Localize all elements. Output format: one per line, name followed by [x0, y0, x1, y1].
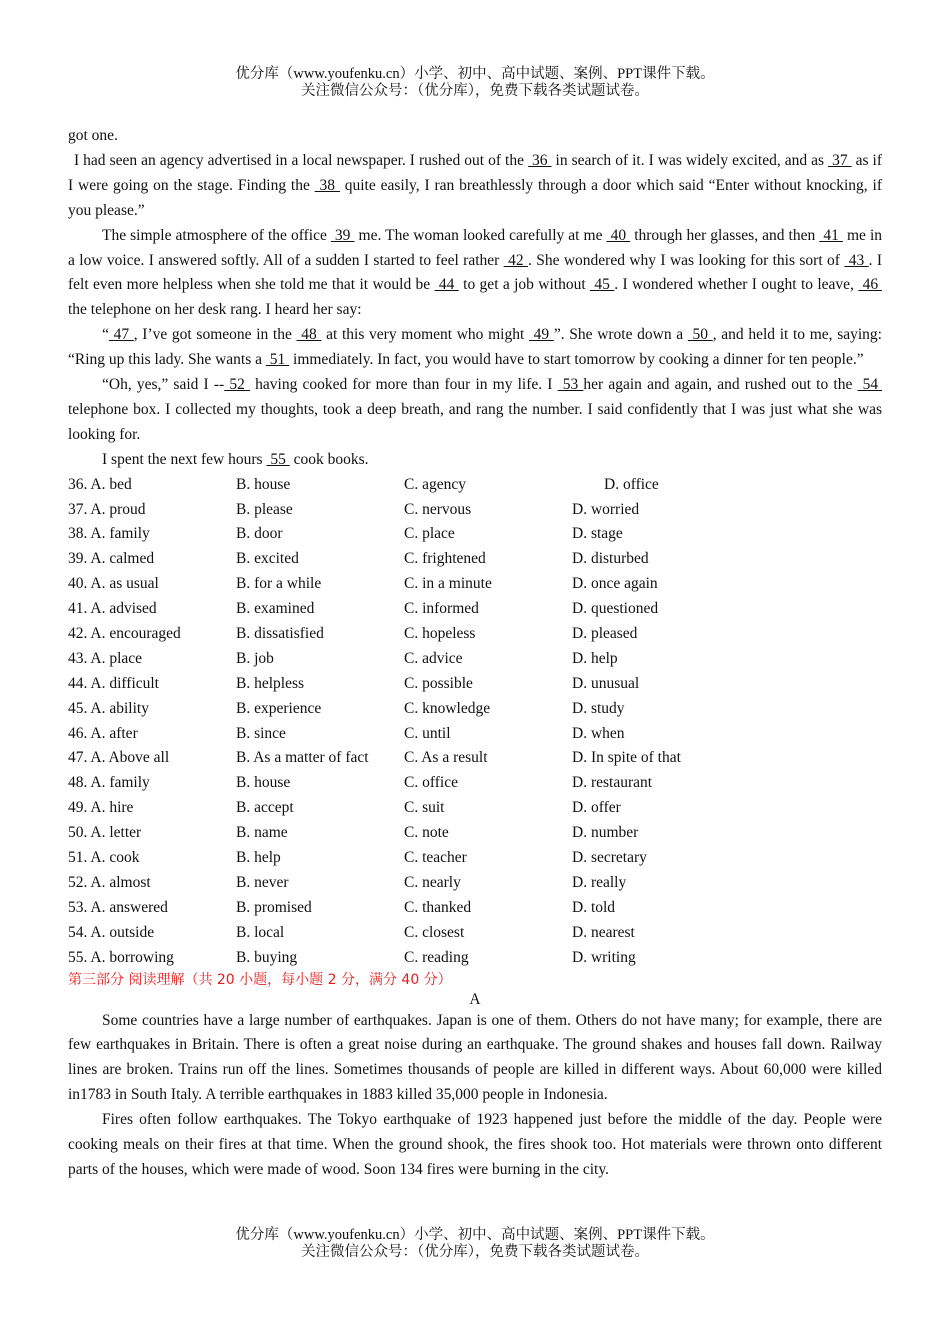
blank-45: 45 [590, 276, 615, 294]
passage-paragraph: I spent the next few hours 55 cook books. [102, 450, 369, 468]
option-b: B. local [236, 923, 285, 941]
option-b: B. excited [236, 550, 299, 568]
option-b: B. since [236, 724, 286, 742]
blank-50: 50 [687, 326, 713, 344]
option-row-54 [68, 921, 882, 946]
option-row-55 [68, 946, 882, 971]
option-b: B. job [236, 649, 274, 667]
option-d: D. pleased [572, 625, 638, 643]
option-c: C. note [404, 824, 449, 842]
option-c: C. until [404, 724, 451, 742]
option-a: 42. A. encouraged [68, 625, 181, 643]
option-c: C. in a minute [404, 575, 492, 593]
option-row-51 [68, 846, 882, 871]
reading-paragraph: Fires often follow earthquakes. The Tokyo earthquake of 1923 happened just before the middle of the day. People were cooking meals on their fires at that time. When the ground shook, the fires shook too. Hot materials were thrown onto different parts of the houses, which were made of wood. Soon 134 fires were burning in the city. [68, 1111, 882, 1178]
option-row-50 [68, 821, 882, 846]
option-row-53 [68, 896, 882, 921]
page-header [0, 66, 950, 100]
option-c: C. agency [404, 475, 466, 493]
option-a: 48. A. family [68, 774, 150, 792]
options-table [68, 473, 882, 971]
option-row-44 [68, 672, 882, 697]
option-c: C. thanked [404, 898, 472, 916]
option-row-47 [68, 746, 882, 771]
option-a: 40. A. as usual [68, 575, 159, 593]
option-c: C. nervous [404, 500, 472, 518]
passage-paragraph: I had seen an agency advertised in a local newspaper. I rushed out of the 36 in search of it. I was widely excited, and as 37 as if I were going on the stage. Finding the 38 quite easily, I ran breathlessly through a door which said “Enter without knocking, if you please.” [68, 151, 882, 219]
blank-44: 44 [434, 276, 459, 294]
option-d: D. when [572, 724, 625, 742]
option-a: 37. A. proud [68, 500, 146, 518]
option-d: D. told [572, 898, 616, 916]
option-row-41 [68, 597, 882, 622]
option-d: D. help [572, 649, 618, 667]
option-row-37 [68, 498, 882, 523]
option-c: C. hopeless [404, 625, 476, 643]
passage-paragraph: “Oh, yes,” said I -- 52 having cooked for more than four in my life. I 53 her again and again, and rushed out to the 54 telephone box. I collected my thoughts, took a deep breath, and rang the number. I said confidently that I was just what she was looking for. [68, 376, 883, 443]
option-b: B. buying [236, 948, 298, 966]
option-c: C. suit [404, 799, 445, 817]
option-b: B. please [236, 500, 293, 518]
option-a: 41. A. advised [68, 600, 157, 618]
option-a: 39. A. calmed [68, 550, 155, 568]
option-row-46 [68, 722, 882, 747]
option-a: 52. A. almost [68, 873, 151, 891]
option-row-52 [68, 871, 882, 896]
option-c: C. knowledge [404, 699, 491, 717]
option-row-48 [68, 771, 882, 796]
option-a: 43. A. place [68, 649, 143, 667]
option-c: C. advice [404, 649, 463, 667]
blank-42: 42 [503, 251, 528, 269]
option-b: B. dissatisfied [236, 625, 324, 643]
blank-38: 38 [314, 176, 340, 194]
option-a: 36. A. bed [68, 475, 132, 493]
option-d: D. number [572, 824, 639, 842]
blank-54: 54 [857, 376, 883, 394]
option-b: B. accept [236, 799, 294, 817]
option-d: D. secretary [572, 849, 647, 867]
option-c: C. possible [404, 674, 473, 692]
option-c: C. place [404, 525, 455, 543]
option-a: 38. A. family [68, 525, 150, 543]
passage-paragraph: The simple atmosphere of the office 39 me. The woman looked carefully at me 40 through her glasses, and then 41 me in a low voice. I answered softly. All of a sudden I started to feel rather 42 . She wondered why I was looking for this sort of 43 . I felt even more helpless when she told me that it would be 44 to get a job without 45 . I wondered whether I ought to leave, 46 the telephone on her desk rang. I heard her say: [68, 226, 883, 319]
option-d: D. disturbed [572, 550, 649, 568]
blank-49: 49 [528, 326, 554, 344]
passage-paragraph: “ 47 , I’ve got someone in the 48 at this very moment who might 49 ”. She wrote down a 50 , and held it to me, saying: “Ring up this lady. She wants a 51 immediately. In fact, you would have to start tomorrow by cooking a dinner for ten people.” [68, 326, 882, 369]
option-c: C. closest [404, 923, 465, 941]
option-c: C. frightened [404, 550, 486, 568]
option-c: C. informed [404, 600, 479, 618]
blank-40: 40 [606, 226, 631, 244]
option-b: B. helpless [236, 674, 305, 692]
option-d: D. office [604, 475, 659, 493]
option-c: C. reading [404, 948, 469, 966]
blank-51: 51 [265, 351, 290, 369]
blank-41: 41 [819, 226, 843, 244]
blank-36: 36 [527, 151, 552, 169]
option-d: D. really [572, 873, 627, 891]
option-d: D. restaurant [572, 774, 653, 792]
option-b: B. As a matter of fact [236, 749, 369, 767]
blank-55: 55 [266, 450, 290, 468]
option-a: 51. A. cook [68, 849, 140, 867]
reading-paragraph: Some countries have a large number of earthquakes. Japan is one of them. Others do not have many; for example, there are few earthquakes in Britain. There is often a great noise during an earthquake. The ground shakes and houses fall down. Railway lines are broken. Trains run off the lines. Sometimes thousands of people are killed in different ways. About 60,000 were killed in1783 in South Italy. A terrible earthquakes in 1883 killed 35,000 people in Indonesia. [68, 1011, 882, 1104]
option-b: B. examined [236, 600, 315, 618]
option-row-43 [68, 647, 882, 672]
document-body [68, 124, 882, 1183]
option-d: D. study [572, 699, 625, 717]
blank-43: 43 [844, 251, 869, 269]
option-a: 46. A. after [68, 724, 138, 742]
blank-47: 47 [108, 326, 134, 344]
option-b: B. house [236, 774, 291, 792]
blank-52: 52 [224, 376, 250, 394]
page-footer [0, 1227, 950, 1261]
option-a: 54. A. outside [68, 923, 155, 941]
header-line-1: 优分库（www.youfenku.cn）小学、初中、高中试题、案例、PPT课件下载。 [235, 66, 715, 82]
option-d: D. stage [572, 525, 623, 543]
option-d: D. worried [572, 500, 640, 518]
option-a: 55. A. borrowing [68, 948, 174, 966]
blank-53: 53 [557, 376, 584, 394]
option-a: 47. A. Above all [68, 749, 170, 767]
option-b: B. help [236, 849, 281, 867]
option-c: C. office [404, 774, 458, 792]
option-row-36 [68, 473, 882, 498]
footer-line-2: 关注微信公众号：（优分库），免费下载各类试题试卷。 [301, 1244, 649, 1260]
option-b: B. house [236, 475, 291, 493]
option-c: C. nearly [404, 873, 461, 891]
option-d: D. unusual [572, 674, 640, 692]
option-a: 45. A. ability [68, 699, 149, 717]
option-row-45 [68, 697, 882, 722]
option-a: 50. A. letter [68, 824, 142, 842]
option-b: B. door [236, 525, 283, 543]
option-row-38 [68, 522, 882, 547]
option-b: B. for a while [236, 575, 322, 593]
passage-label: A [469, 990, 481, 1008]
passage-paragraph: got one. [68, 127, 118, 144]
option-a: 53. A. answered [68, 898, 168, 916]
option-a: 49. A. hire [68, 799, 134, 817]
option-b: B. never [236, 873, 289, 891]
option-row-39 [68, 547, 882, 572]
header-line-2: 关注微信公众号：（优分库），免费下载各类试题试卷。 [301, 83, 649, 99]
option-b: B. experience [236, 699, 322, 717]
option-c: C. As a result [404, 749, 488, 767]
blank-39: 39 [330, 226, 355, 244]
option-d: D. nearest [572, 923, 635, 941]
blank-46: 46 [858, 276, 883, 294]
footer-line-1: 优分库（www.youfenku.cn）小学、初中、高中试题、案例、PPT课件下载。 [235, 1227, 715, 1243]
option-c: C. teacher [404, 849, 467, 867]
section-title: 第三部分 阅读理解（共 20 小题，每小题 2 分，满分 40 分） [68, 971, 452, 988]
blank-48: 48 [296, 326, 322, 344]
option-d: D. offer [572, 799, 621, 817]
option-b: B. name [236, 824, 288, 842]
option-row-49 [68, 796, 882, 821]
option-d: D. In spite of that [572, 749, 681, 767]
option-b: B. promised [236, 898, 312, 916]
option-d: D. writing [572, 948, 636, 966]
blank-37: 37 [828, 151, 852, 169]
option-row-42 [68, 622, 882, 647]
option-a: 44. A. difficult [68, 674, 159, 692]
option-d: D. once again [572, 575, 658, 593]
option-d: D. questioned [572, 600, 659, 618]
option-row-40 [68, 572, 882, 597]
